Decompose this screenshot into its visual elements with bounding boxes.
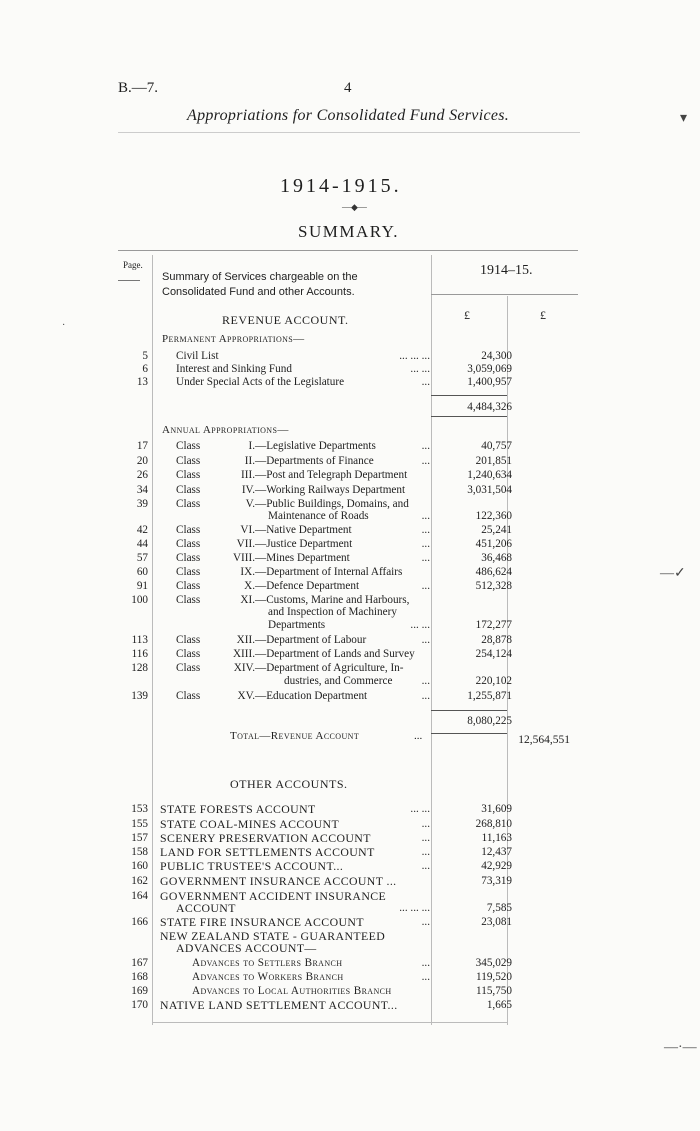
page-number: 4 <box>344 80 352 96</box>
pound-sign-1: £ <box>464 308 470 322</box>
table-row <box>0 930 700 942</box>
row-description: —Legislative Departments <box>255 440 376 452</box>
permanent-subtotal-rule-bottom <box>431 416 507 417</box>
row-description: —Department of Internal Affairs <box>255 566 403 578</box>
class-label: Class <box>176 552 201 564</box>
row-description: —Native Department <box>255 524 352 536</box>
class-numeral: X. <box>244 580 255 592</box>
leader-dots: ... <box>421 510 430 522</box>
row-description: STATE FORESTS ACCOUNT <box>160 802 316 816</box>
page-ref: 170 <box>131 999 148 1011</box>
leader-dots: ... <box>421 538 430 550</box>
leader-dots: ... ... ... <box>399 350 430 362</box>
total-revenue-dots: ... <box>414 730 423 742</box>
row-amount: 201,851 <box>475 455 512 467</box>
row-amount: 3,031,504 <box>467 484 512 496</box>
class-label: Class <box>176 455 201 467</box>
table-row <box>0 580 700 592</box>
class-label: Class <box>176 634 201 646</box>
table-row <box>0 832 700 844</box>
class-numeral: XII. <box>236 634 255 646</box>
row-description: SCENERY PRESERVATION ACCOUNT <box>160 831 371 845</box>
leader-dots: ... <box>421 832 430 844</box>
table-row <box>0 971 700 983</box>
table-row <box>0 606 700 618</box>
leader-dots: ... ... <box>410 363 430 375</box>
row-description: NATIVE LAND SETTLEMENT ACCOUNT... <box>160 998 398 1012</box>
row-description: —Department of Lands and Survey <box>255 648 415 660</box>
leader-dots: ... <box>421 860 430 872</box>
row-amount: 28,878 <box>481 634 512 646</box>
leader-dots: ... <box>421 580 430 592</box>
class-numeral: XIV. <box>233 662 255 674</box>
margin-dot-mark: · <box>62 320 66 331</box>
page-ref: 17 <box>136 440 148 452</box>
table-top-rule <box>118 250 578 251</box>
table-row <box>0 803 700 815</box>
table-row <box>0 552 700 564</box>
row-description: —Education Department <box>255 690 368 702</box>
class-numeral: II. <box>244 455 255 467</box>
table-row <box>0 957 700 969</box>
row-description: Departments <box>268 619 326 631</box>
table-row <box>0 648 700 660</box>
class-label: Class <box>176 469 201 481</box>
table-row <box>0 916 700 928</box>
row-amount: 40,757 <box>481 440 512 452</box>
leader-dots: ... <box>421 376 430 388</box>
table-row <box>0 985 700 997</box>
row-description: STATE FIRE INSURANCE ACCOUNT <box>160 915 364 929</box>
row-amount: 1,400,957 <box>467 376 512 388</box>
leader-dots: ... <box>421 971 430 983</box>
page-ref: 116 <box>131 648 148 660</box>
row-amount: 1,255,871 <box>467 690 512 702</box>
row-amount: 268,810 <box>475 818 512 830</box>
page-ref: 128 <box>131 662 148 674</box>
row-description: and Inspection of Machinery <box>268 606 397 618</box>
row-description: Advances to Settlers Branch <box>192 957 343 969</box>
table-row <box>0 662 700 674</box>
page-ref: 158 <box>131 846 148 858</box>
pound-sign-2: £ <box>540 308 546 322</box>
summary-heading: SUMMARY. <box>298 222 399 241</box>
table-row <box>0 818 700 830</box>
row-description: —Department of Labour <box>255 634 367 646</box>
leader-dots: ... ... <box>410 619 430 631</box>
row-amount: 11,163 <box>481 832 512 844</box>
page-ref: 157 <box>131 832 148 844</box>
row-amount: 172,277 <box>475 619 512 631</box>
page-ref: 42 <box>136 524 148 536</box>
table-row <box>0 566 700 578</box>
row-amount: 3,059,069 <box>467 363 512 375</box>
row-amount: 486,624 <box>475 566 512 578</box>
document-reference: B.—7. <box>118 80 159 96</box>
row-description: Under Special Acts of the Legislature <box>176 376 345 388</box>
class-numeral: XIII. <box>232 648 255 660</box>
page-ref: 164 <box>131 890 148 902</box>
class-numeral: I. <box>248 440 255 452</box>
row-amount: 1,240,634 <box>467 469 512 481</box>
row-amount: 119,520 <box>476 971 512 983</box>
class-label: Class <box>176 484 201 496</box>
table-row <box>0 860 700 872</box>
table-row <box>0 942 700 954</box>
table-row <box>0 538 700 550</box>
class-label: Class <box>176 648 201 660</box>
annual-subtotal-rule-bottom <box>431 733 507 734</box>
page-ref: 167 <box>131 957 148 969</box>
page-ref: 91 <box>136 580 148 592</box>
table-row <box>0 902 700 914</box>
table-row <box>0 524 700 536</box>
row-description: STATE COAL-MINES ACCOUNT <box>160 817 340 831</box>
permanent-appropriations-heading: Permanent Appropriations— <box>162 333 305 345</box>
table-row <box>0 846 700 858</box>
table-row <box>0 890 700 902</box>
page-ref: 168 <box>131 971 148 983</box>
row-description: LAND FOR SETTLEMENTS ACCOUNT <box>160 845 375 859</box>
row-description: —Department of Agriculture, In- <box>255 662 404 674</box>
row-amount: 23,081 <box>481 916 512 928</box>
class-numeral: XV. <box>237 690 255 702</box>
leader-dots: ... ... <box>410 803 430 815</box>
row-amount: 7,585 <box>486 902 512 914</box>
page-ref: 44 <box>136 538 148 550</box>
class-numeral: III. <box>241 469 255 481</box>
table-row <box>0 469 700 481</box>
row-description: —Defence Department <box>255 580 360 592</box>
table-row <box>0 999 700 1011</box>
class-label: Class <box>176 690 201 702</box>
year-heading: 1914-1915. <box>280 175 402 197</box>
row-amount: 115,750 <box>476 985 512 997</box>
class-numeral: VIII. <box>232 552 255 564</box>
class-label: Class <box>176 440 201 452</box>
class-numeral: XI. <box>240 594 255 606</box>
row-description: Advances to Local Authorities Branch <box>192 985 392 997</box>
table-row <box>0 510 700 522</box>
row-amount: 36,468 <box>481 552 512 564</box>
class-label: Class <box>176 580 201 592</box>
class-label: Class <box>176 498 201 510</box>
leader-dots: ... <box>421 524 430 536</box>
annual-subtotal-rule <box>431 710 507 711</box>
total-revenue-label: Total—Revenue Account <box>230 730 360 742</box>
page-ref: 153 <box>131 803 148 815</box>
row-description: NEW ZEALAND STATE - GUARANTEED <box>160 929 386 943</box>
leader-dots: ... <box>421 455 430 467</box>
row-amount: 254,124 <box>475 648 512 660</box>
page-column-label: Page. <box>123 260 143 270</box>
page-label-rule <box>118 280 140 281</box>
class-numeral: V. <box>245 498 255 510</box>
other-accounts-heading: OTHER ACCOUNTS. <box>230 777 348 791</box>
row-description: —Working Railways Department <box>255 484 406 496</box>
page-ref: 166 <box>131 916 148 928</box>
revenue-account-heading: REVENUE ACCOUNT. <box>222 313 349 327</box>
page-ref: 13 <box>136 376 148 388</box>
leader-dots: ... ... ... <box>399 902 430 914</box>
row-description: —Post and Telegraph Department <box>255 469 408 481</box>
row-description: Maintenance of Roads <box>268 510 369 522</box>
leader-dots: ... <box>421 440 430 452</box>
class-numeral: VII. <box>236 538 255 550</box>
page-title: Appropriations for Consolidated Fund Services. <box>187 107 510 124</box>
row-description: —Departments of Finance <box>255 455 374 467</box>
row-amount: 345,029 <box>475 957 512 969</box>
page-ref: 60 <box>136 566 148 578</box>
page-ref: 169 <box>131 985 148 997</box>
row-description: —Customs, Marine and Harbours, <box>255 594 410 606</box>
page-ref: 39 <box>136 498 148 510</box>
permanent-subtotal: 4,484,326 <box>467 401 512 413</box>
row-description: —Public Buildings, Domains, and <box>255 498 409 510</box>
margin-mark: ▾ <box>680 111 688 126</box>
leader-dots: ... <box>421 690 430 702</box>
page-ref: 162 <box>131 875 148 887</box>
class-label: Class <box>176 594 201 606</box>
header-rule <box>118 132 580 133</box>
annual-appropriations-heading: Annual Appropriations— <box>162 424 289 436</box>
page-ref: 57 <box>136 552 148 564</box>
table-row <box>0 440 700 452</box>
table-row <box>0 619 700 631</box>
page-ref: 139 <box>131 690 148 702</box>
row-description: ACCOUNT <box>176 901 236 915</box>
table-row <box>0 690 700 702</box>
row-description: Interest and Sinking Fund <box>176 363 292 375</box>
table-row <box>0 363 700 375</box>
row-description: dustries, and Commerce <box>284 675 393 687</box>
column-header-rule <box>431 294 578 295</box>
row-amount: 31,609 <box>481 803 512 815</box>
page-ref: 26 <box>136 469 148 481</box>
leader-dots: ... <box>421 818 430 830</box>
row-description: Civil List <box>176 350 219 362</box>
row-amount: 42,929 <box>481 860 512 872</box>
row-description: ADVANCES ACCOUNT— <box>176 941 317 955</box>
table-row <box>0 594 700 606</box>
leader-dots: ... <box>421 957 430 969</box>
margin-tick-mark: —✓ <box>660 566 686 581</box>
class-numeral: IV. <box>241 484 255 496</box>
row-amount: 1,665 <box>486 999 512 1011</box>
table-row <box>0 498 700 510</box>
page-ref: 160 <box>131 860 148 872</box>
page-ref: 6 <box>142 363 148 375</box>
ornament-divider: —◆— <box>342 202 367 212</box>
row-description: GOVERNMENT INSURANCE ACCOUNT ... <box>160 874 397 888</box>
table-row <box>0 376 700 388</box>
page-ref: 5 <box>142 350 148 362</box>
row-description: PUBLIC TRUSTEE'S ACCOUNT... <box>160 859 344 873</box>
row-amount: 73,319 <box>481 875 512 887</box>
class-label: Class <box>176 538 201 550</box>
leader-dots: ... <box>421 846 430 858</box>
row-amount: 25,241 <box>481 524 512 536</box>
row-description: GOVERNMENT ACCIDENT INSURANCE <box>160 889 387 903</box>
class-label: Class <box>176 524 201 536</box>
page-ref: 155 <box>131 818 148 830</box>
class-numeral: IX. <box>240 566 255 578</box>
table-row <box>0 675 700 687</box>
page-ref: 34 <box>136 484 148 496</box>
row-description: —Mines Department <box>255 552 350 564</box>
leader-dots: ... <box>421 916 430 928</box>
table-row <box>0 875 700 887</box>
class-label: Class <box>176 662 201 674</box>
leader-dots: ... <box>421 675 430 687</box>
row-amount: 220,102 <box>475 675 512 687</box>
annual-subtotal: 8,080,225 <box>467 715 512 727</box>
table-row <box>0 484 700 496</box>
class-label: Class <box>176 566 201 578</box>
permanent-subtotal-rule <box>431 395 507 396</box>
column-year-heading: 1914–15. <box>480 263 533 278</box>
table-intro: Summary of Services chargeable on the Consolidated Fund and other Accounts. <box>162 271 358 298</box>
class-numeral: VI. <box>240 524 255 536</box>
row-amount: 122,360 <box>475 510 512 522</box>
row-description: —Justice Department <box>255 538 353 550</box>
page-ref: 113 <box>131 634 148 646</box>
leader-dots: ... <box>421 552 430 564</box>
row-amount: 512,328 <box>475 580 512 592</box>
table-row <box>0 634 700 646</box>
page-ref: 20 <box>136 455 148 467</box>
page-ref: 100 <box>131 594 148 606</box>
margin-dash-mark: —·— <box>664 1040 697 1055</box>
table-bottom-rule <box>152 1022 507 1023</box>
row-description: Advances to Workers Branch <box>192 971 344 983</box>
table-row <box>0 350 700 362</box>
row-amount: 12,437 <box>481 846 512 858</box>
total-revenue-amount: 12,564,551 <box>518 734 570 746</box>
row-amount: 451,206 <box>475 538 512 550</box>
table-row <box>0 455 700 467</box>
row-amount: 24,300 <box>481 350 512 362</box>
leader-dots: ... <box>421 634 430 646</box>
